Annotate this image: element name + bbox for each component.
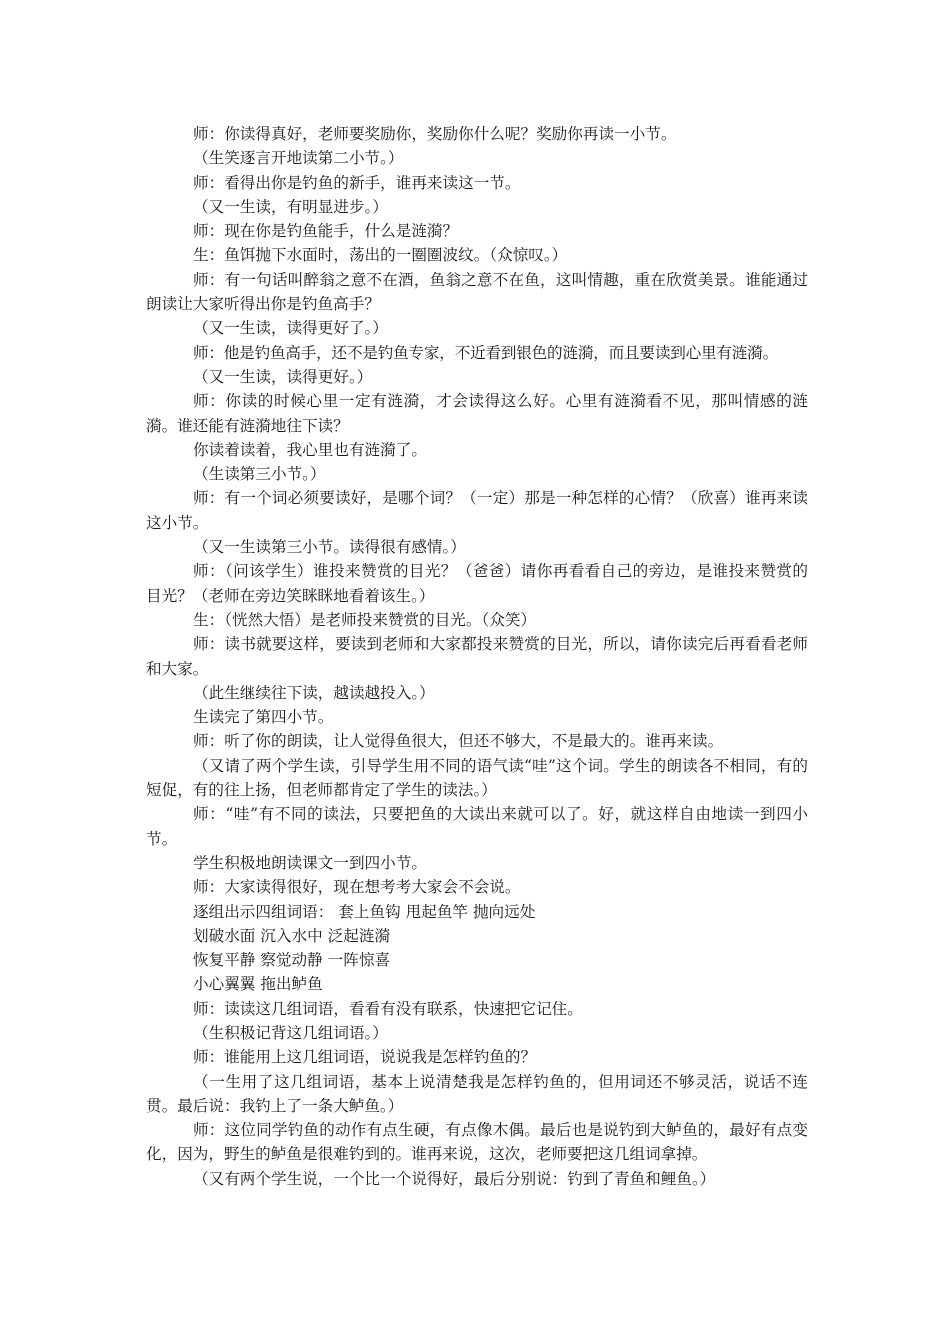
paragraph: 师：听了你的朗读，让人觉得鱼很大，但还不够大，不是最大的。谁再来读。: [193, 732, 724, 751]
paragraph: （又请了两个学生读，引导学生用不同的语气读“哇”这个词。学生的朗读各不相同，有的短促，有的往上扬，但老师都肯定了学生的读法。）: [146, 756, 808, 800]
paragraph: 你读着读着，我心里也有涟漪了。: [193, 440, 427, 459]
paragraph: 生：鱼饵抛下水面时，荡出的一圈圈波纹。（众惊叹。）: [193, 246, 568, 265]
paragraph: （一生用了这几组词语，基本上说清楚我是怎样钓鱼的，但用词还不够灵活，说话不连贯。最后说：我钓上了一条大鲈鱼。）: [146, 1072, 808, 1115]
paragraph: 师：谁能用上这几组词语，说说我是怎样钓鱼的？: [193, 1048, 537, 1067]
paragraph: 生读完了第四小节。: [193, 708, 334, 727]
paragraph: （此生继续往下读，越读越投入。）: [193, 683, 435, 702]
word-group-line: 恢复平静 察觉动静 一阵惊喜: [193, 951, 391, 970]
word-group-line: 小心翼翼 拖出鲈鱼: [193, 975, 323, 994]
paragraph: （又有两个学生说，一个比一个说得好，最后分别说：钓到了青鱼和鲤鱼。）: [193, 1169, 716, 1188]
paragraph: 学生积极地朗读课文一到四小节。: [193, 853, 427, 872]
paragraph: （生笑逐言开地读第二小节。）: [193, 149, 404, 168]
lesson-transcript: [146, 122, 808, 1191]
paragraph: （生积极记背这几组词语。）: [193, 1023, 388, 1042]
paragraph: 师：（问该学生）谁投来赞赏的目光？（爸爸）请你再看看自己的旁边，是谁投来赞赏的目光？（老师在旁边笑眯眯地看着该生。）: [146, 562, 808, 605]
paragraph: 师：看得出你是钓鱼的新手，谁再来读这一节。: [193, 173, 521, 192]
word-group-line: 逐组出示四组词语： 套上鱼钩 甩起鱼竿 抛向远处: [193, 902, 536, 921]
paragraph: 生：（恍然大悟）是老师投来赞赏的目光。（众笑）: [193, 610, 537, 629]
paragraph: 师：“哇”有不同的读法，只要把鱼的大读出来就可以了。好，就这样自由地读一到四小节。: [146, 805, 808, 848]
paragraph: （又一生读第三小节。读得很有感情。）: [193, 538, 466, 557]
paragraph: 师：读书就要这样，要读到老师和大家都投来赞赏的目光，所以，请你读完后再看看老师和大家。: [146, 635, 808, 678]
paragraph: 师：现在你是钓鱼能手，什么是涟漪？: [193, 222, 459, 241]
paragraph: （生读第三小节。）: [193, 465, 326, 484]
word-group-line: 划破水面 沉入水中 泛起涟漪: [193, 926, 391, 945]
paragraph: （又一生读，读得更好。）: [193, 367, 373, 386]
paragraph: 师：你读的时候心里一定有涟漪，才会读得这么好。心里有涟漪看不见，那叫情感的涟漪。谁还能有涟漪地往下读？: [146, 392, 808, 435]
paragraph: 师：读读这几组词语，看看有没有联系，快速把它记住。: [193, 999, 583, 1018]
paragraph: （又一生读，有明显进步。）: [193, 197, 388, 216]
paragraph: 师：你读得真好，老师要奖励你，奖励你什么呢？奖励你再读一小节。: [193, 125, 677, 143]
paragraph: （又一生读，读得更好了。）: [193, 319, 388, 338]
paragraph: 师：有一句话叫醉翁之意不在酒，鱼翁之意不在鱼，这叫情趣，重在欣赏美景。谁能通过朗读让大家听得出你是钓鱼高手？: [146, 270, 808, 314]
paragraph: 师：有一个词必须要读好，是哪个词？（一定）那是一种怎样的心情？（欣喜）谁再来读这小节。: [146, 489, 808, 532]
paragraph: 师：这位同学钓鱼的动作有点生硬，有点像木偶。最后也是说钓到大鲈鱼的，最好有点变化，因为，野生的鲈鱼是很难钓到的。谁再来说，这次，老师要把这几组词拿掉。: [146, 1121, 808, 1164]
paragraph: 师：大家读得很好，现在想考考大家会不会说。: [193, 878, 521, 897]
paragraph: 师：他是钓鱼高手，还不是钓鱼专家，不近看到银色的涟漪，而且要读到心里有涟漪。: [193, 343, 778, 362]
